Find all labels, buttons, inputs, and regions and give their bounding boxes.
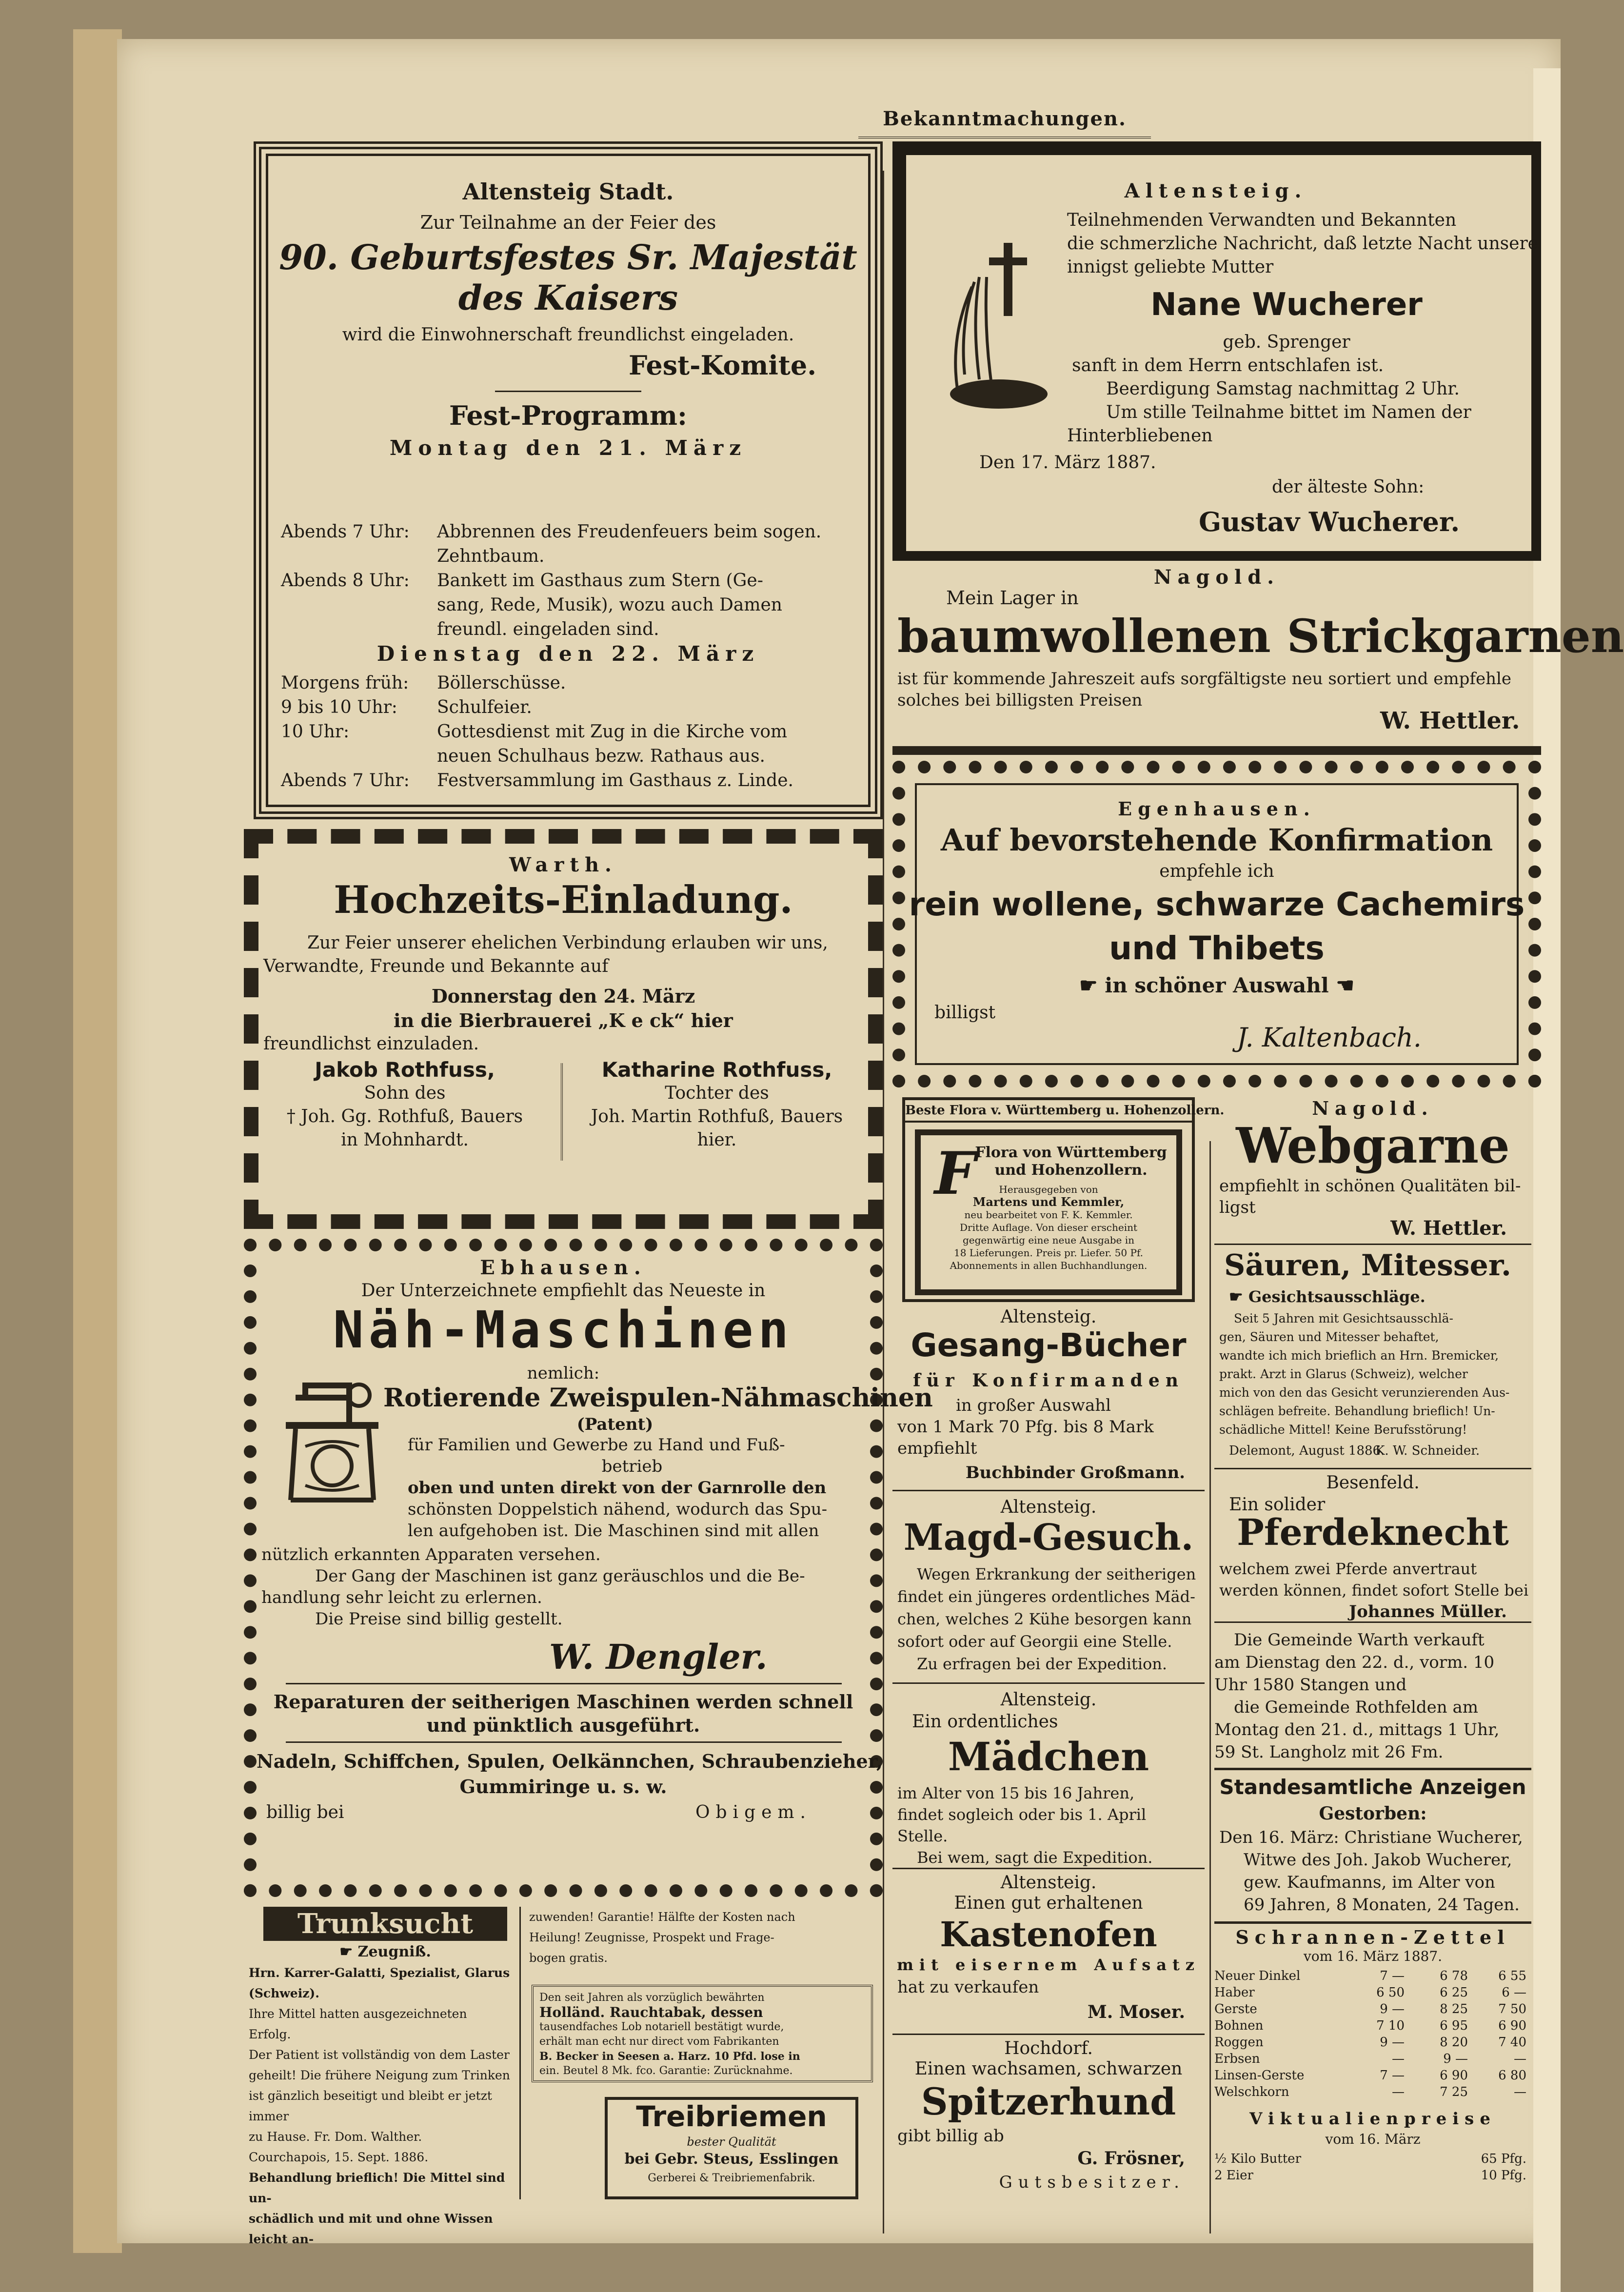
ad-rule [1214,1244,1531,1245]
obituary-date: Den 17. März 1887. [979,453,1156,473]
ad-text: Wegen Erkrankung der seitherigen findet ein jüngeres ordentliches Mäd- chen, welches 2 Kühe besorgen kann sofort oder auf Georgii eine Stelle. Zu erfragen bei der Expedition. [897,1565,1196,1673]
ad-place: Warth. [509,853,617,876]
ad-magd-gesuch [892,1497,1205,1682]
ad-headline: 90. Geburtsfestes Sr. Majestät [279,237,857,277]
ad-flora [902,1097,1225,1302]
ad-rule [1214,1921,1531,1924]
ad-text: Ein ordentliches [912,1712,1058,1732]
ad-headline: Treibriemen [636,2100,827,2133]
ad-text-cont: zuwenden! Garantie! Hälfte der Kosten nach Heilung! Zeugnisse, Prospekt und Frage- bogen gratis. [529,1910,795,1965]
ad-text: Zur Feier unserer ehelichen Verbindung erlauben wir uns, Verwandte, Freunde und Bekannte auf [263,933,828,976]
ad-text: gibt billig ab [897,2126,1004,2146]
ad-signature: M. Moser. [1087,2002,1185,2022]
ad-text: Der Unterzeichnete empfiehlt das Neueste in [361,1281,766,1301]
ad-headline: Webgarne [1236,1117,1510,1174]
ad-rule [1214,1621,1531,1623]
table-row: Roggen 9 — 8 20 7 40 [1214,2035,1526,2050]
ad-footer-right: Obigem. [695,1802,812,1822]
flora-frame-title: Beste Flora v. Württemberg u. Hohenzollern. [905,1103,1192,1123]
ad-headline: Auf bevorstehende Konfirmation [940,822,1493,858]
groom: Jakob Rothfuss, Sohn des † Joh. Gg. Rothfuß, Bauers in Mohnhardt. [258,1058,551,1152]
table-row: Gerste 9 — 8 25 7 50 [1214,2002,1526,2016]
ad-text: Einen wachsamen, schwarzen [914,2059,1183,2079]
ad-text: Den seit Jahren als vorzüglich bewährten Holländ. Rauchtabak, dessen tausendfaches Lob notariell bestätigt wurde, erhält man echt nur direct vom Fabrikanten B. Becker in Seesen a. Harz. 10 Pfd. lose in ein. Beutel 8 Mk. fco. Garantie: Zurücknahme. [539,1992,800,2077]
ad-place: Altensteig. [1000,1497,1097,1517]
ad-webgarne [1214,1097,1531,1248]
flora-title: Flora von Württemberg und Hohenzollern. [975,1144,1167,1179]
bride: Katharine Rothfuss, Tochter des Joh. Martin Rothfuß, Bauers hier. [571,1058,863,1152]
ad-headline: Näh-Maschinen [333,1300,793,1360]
ad-headline: Magd-Gesuch. [903,1517,1194,1559]
groom-name: Jakob Rothfuss, [315,1058,495,1082]
newspaper-page [117,39,1624,2246]
table-row: Welschkorn — 7 25 — [1214,2085,1526,2099]
flora-initial-icon: F [934,1139,976,1208]
ad-headline: Gesang-Bücher [911,1326,1187,1364]
ad-hochzeit [244,829,883,1229]
table-row: Bohnen 7 10 6 95 6 90 [1214,2018,1526,2033]
ad-place: Altensteig Stadt. [462,178,674,205]
ad-text: wird die Einwohnerschaft freundlichst eingeladen. [342,325,794,345]
ad-text: welchem zwei Pferde anvertraut werden können, findet sofort Stelle bei [1219,1560,1529,1600]
ad-divider [495,391,641,392]
column-rule-2 [1209,1141,1211,2233]
table-row: 2 Eier 10 Pfg. [1214,2168,1526,2183]
obituary-signer-label: der älteste Sohn: [1272,477,1425,497]
ad-text: im Alter von 15 bis 16 Jahren, findet sogleich oder bis 1. April Stelle. Bei wem, sagt die Expedition. [897,1784,1153,1867]
page-header: Bekanntmachungen. [883,107,1127,130]
ad-signature: G. Frösner, [1077,2148,1185,2169]
ad-divider [286,1683,842,1684]
obituary-place: Altensteig. [1124,179,1307,202]
ad-signature: Buchbinder Großmann. [965,1463,1185,1482]
ad-footer-left: billig bei [266,1802,344,1822]
table-row: Haber 6 50 6 25 6 — [1214,1985,1526,2000]
ad-sub: für Konfirmanden [913,1370,1184,1391]
wedding-venue: in die Bierbrauerei „K e ck“ hier [394,1009,733,1031]
ad-text: Ein solider [1229,1495,1326,1515]
ad-headline: Kastenofen [940,1914,1157,1955]
program-text: Bankett im Gasthaus zum Stern (Ge- sang, Rede, Musik), wozu auch Damen freundl. eingeladen sind. [437,571,782,639]
ad-text: bei Gebr. Steus, Esslingen [624,2151,839,2168]
ad-spitzerhund [892,2038,1205,2233]
ad-divider [286,1741,842,1743]
ad-parts: Nadeln, Schiffchen, Spulen, Oelkännchen, Schraubenzieher, Gummiringe u. s. w. [257,1750,883,1798]
ad-patent: (Patent) [576,1415,654,1434]
ad-place: Hochdorf. [1004,2038,1093,2058]
ad-headline: Säuren, Mitesser. [1224,1248,1511,1283]
ad-rule [892,1490,1205,1491]
price-table [1214,1968,1531,2100]
ad-treibriemen [605,2097,858,2199]
ad-rule [1214,1468,1531,1469]
ad-place: Besenfeld. [1326,1473,1420,1493]
ad-headline: Spitzerhund [921,2080,1176,2123]
program-time: Abends 8 Uhr: [281,571,410,591]
ad-headline: baumwollenen Strickgarnen [897,610,1624,663]
ornament-bar [892,746,1541,755]
ad-headline: Hochzeits-Einladung. [334,878,793,922]
ad-rule [892,2034,1205,2035]
ad-kaiser-geburtsfest [254,141,883,819]
ad-rule [1214,1768,1531,1770]
flora-text: Herausgegeben von Martens und Kemmler, neu bearbeitet von F. K. Kemmler. Dritte Auflage. Von dieser erscheint gegenwärtig eine neue Ausgabe in 18 Lieferungen. Preis pr. Liefer. 50 Pf. Abonnements in allen Buchhandlungen. [950,1184,1148,1271]
ad-date: Delemont, August 1886. [1229,1443,1385,1458]
obituary-text-2: geb. Sprenger sanft in dem Herrn entschlafen ist. Beerdigung Samstag nachmittag 2 Uhr. Um stille Teilnahme bittet im Namen der Hinterbliebenen [1067,332,1471,446]
ad-holzverkauf: Die Gemeinde Warth verkauft am Dienstag den 22. d., vorm. 10 Uhr 1580 Stangen und die Gemeinde Rothfelden am Montag den 21. d., mittags 1 Uhr, 59 St. Langholz mit 26 Fm. [1214,1630,1500,1762]
ad-text: Den 16. März: Christiane Wucherer, Witwe des Joh. Jakob Wucherer, gew. Kaufmanns, im Alter von 69 Jahren, 8 Monaten, 24 Tagen. [1219,1828,1523,1915]
ad-text-block: für Familien und Gewerbe zu Hand und Fuß- betrieb oben und unten direkt von der Garnrolle den schönsten Doppelstich nähend, wodurch das Spu- len aufgehoben ist. Die Maschinen sind mit allen [408,1435,828,1541]
program-day-2: Dienstag den 22. März [376,642,760,666]
ad-rule [892,1682,1205,1684]
pointing-hand-right-icon: ☛ [339,1943,358,1960]
column-rule-1 [883,171,884,2233]
ad-signer: K. W. Schneider. [1375,1443,1480,1458]
table-row: Erbsen — 9 — — [1214,2052,1526,2066]
ad-title: Schrannen-Zettel [1235,1926,1510,1948]
ad-text: in großer Auswahl von 1 Mark 70 Pfg. bis 8 Mark empfiehlt [897,1396,1154,1458]
ad-text: Seit 5 Jahren mit Gesichtsausschlä- gen, Säuren und Mitesser behaftet, wandte ich mich brieflich an Hrn. Bremicker, prakt. Arzt in Glarus (Schweiz), welcher mich von den das Gesicht verunzierenden Aus- schlägen befreite. Behandlung brieflich! Un- schädliche Mittel! Keine Berufsstörung! [1219,1311,1510,1437]
pointing-hand-right-icon: ☛ [1229,1287,1248,1306]
ad-place: Altensteig. [1000,1873,1097,1893]
ad-konfirmation-kaltenbach [892,761,1541,1087]
ad-sub: mit eisernem Aufsatz [897,1956,1200,1974]
table-row: Neuer Dinkel 7 — 6 78 6 55 [1214,1969,1526,1983]
ad-signature: W. Hettler. [1390,1217,1507,1240]
book-binding [73,29,122,2253]
pointing-hand-right-icon: ☛ [1079,973,1105,997]
ad-text-bold: ☛ in schöner Auswahl ☚ [1079,973,1355,997]
table-row: Linsen-Gerste 7 — 6 90 6 80 [1214,2068,1526,2083]
ad-rule [892,1868,1205,1869]
ad-schrannen-zettel [1214,1926,1531,2238]
ad-sub: Gestorben: [1319,1803,1427,1824]
ad-title: Standesamtliche Anzeigen [1219,1775,1526,1799]
cross-willow-icon [945,238,1052,414]
ad-pferdeknecht [1214,1473,1531,1619]
ad-naehmaschinen [244,1239,933,1897]
ad-place: Egenhausen. [1118,798,1316,820]
ad-signature: W. Hettler. [1380,707,1520,734]
obituary-text: Teilnehmenden Verwandten und Bekannten die schmerzliche Nachricht, daß letzte Nacht unsere innigst geliebte Mutter [1067,210,1538,277]
ad-sub: Viktualienpreise [1249,2109,1496,2129]
ad-sub: ☛ Gesichtsausschläge. [1229,1287,1426,1306]
obituary-name: Nane Wucherer [1150,287,1423,323]
ad-sub: ☛ Zeugniß. [339,1943,431,1960]
ad-signature: Fest-Komite. [628,350,816,381]
ad-saeuren-mitesser [1214,1248,1531,1468]
ad-maedchen [892,1690,1205,1865]
ad-text: billigst [934,1003,996,1023]
ad-place: Altensteig. [1000,1690,1097,1710]
obituary-inner [904,153,1538,553]
ad-text: freundlichst einzuladen. [263,1034,479,1054]
ad-text: hat zu verkaufen [897,1977,1039,1997]
obituary-signer: Gustav Wucherer. [1199,506,1460,537]
ad-standesamt [1214,1775,1531,1921]
ad-gesangbuecher [892,1307,1205,1487]
ad-rauchtabak [532,1985,873,2082]
ad-signature: Johannes Müller. [1348,1602,1507,1621]
ad-text: empfehle ich [1159,861,1274,881]
ad-headline: Trunksucht [263,1907,507,1941]
ad-strickgarne [892,566,1624,746]
ad-sub: bester Qualität [687,2135,776,2149]
ad-signature: J. Kaltenbach. [1237,1022,1422,1053]
ad-kastenofen [892,1873,1205,2029]
program-day-1-items [281,520,852,642]
sewing-machine-icon [276,1378,388,1505]
bride-name: Katharine Rothfuss, [601,1058,832,1082]
header-rule [858,137,1151,138]
ad-headline: Mädchen [948,1734,1149,1779]
wedding-date: Donnerstag den 24. März [431,985,695,1007]
ad-text: Hrn. Karrer-Galatti, Spezialist, Glarus (Schweiz). Ihre Mittel hatten ausgezeichneten Erfolg. Der Patient ist vollständig von dem Laster geheilt! Die frühere Neigung zum Trinken ist gänzlich beseitigt und bleibt er jetzt immer zu Hause. Fr. Dom. Walther. Courchapois, 15. Sept. 1886. Behandlung brieflich! Die Mittel sind un- schädlich und mit und ohne Wissen leicht an- [249,1966,510,2246]
program-text: Abbrennen des Freudenfeuers beim sogen. Zehntbaum. [437,522,822,566]
ad-headline: Pferdeknecht [1237,1512,1509,1554]
program-title: Fest-Programm: [449,400,687,431]
ad-text: ist für kommende Jahreszeit aufs sorgfältigste neu sortiert und empfehle solches bei billigsten Preisen [897,669,1511,710]
ad-headline-3: und Thibets [1109,929,1325,967]
ad-date: vom 16. März 1887. [1303,1948,1443,1964]
pointing-hand-left-icon: ☚ [1328,973,1355,997]
ad-role: Gutsbesitzer. [999,2173,1185,2192]
ad-place: Altensteig. [1000,1307,1097,1327]
ad-text-block-2: nützlich erkannten Apparaten versehen. Der Gang der Maschinen ist ganz geräuschlos und die Be- handlung sehr leicht zu erlernen. Die Preise sind billig gestellt. [261,1545,805,1629]
ad-headline-2: Rotierende Zweispulen-Nähmaschinen [383,1383,933,1413]
ad-signature: W. Dengler. [549,1637,768,1677]
ad-text-2: Gerberei & Treibriemenfabrik. [648,2172,815,2184]
column-rule [519,1907,521,2199]
program-day-2-items: Morgens früh: Böllerschüsse. 9 bis 10 Uhr: Schulfeier. 10 Uhr: Gottesdienst mit Zug in die Kirche vom neuen Schulhaus bezw. Rathaus aus. Abends 7 Uhr: Festversammlung im Gasthaus z. Linde. [281,673,793,790]
ad-text: empfiehlt in schönen Qualitäten bil- ligst [1219,1176,1521,1217]
program-day-1: Montag den 21. März [389,436,747,460]
ad-text: Zur Teilnahme an der Feier des [420,212,716,233]
ad-sub-date: vom 16. März [1325,2131,1421,2147]
groom-bride-divider [561,1063,563,1161]
ad-text: nemlich: [527,1363,600,1383]
ad-repair: Reparaturen der seitherigen Maschinen werden schnell und pünktlich ausgeführt. [273,1691,853,1736]
ad-text: Einen gut erhaltenen [954,1893,1143,1913]
ad-place: Nagold. [1153,566,1280,589]
ad-text: Mein Lager in [946,587,1079,609]
ad-place: Nagold. [1312,1097,1434,1119]
ad-headline: des Kaisers [458,277,678,318]
table-row: ½ Kilo Butter 65 Pfg. [1214,2152,1526,2166]
victual-prices [1214,2151,1526,2184]
ad-obituary [892,141,1541,561]
ad-place: Ebhausen. [480,1256,647,1279]
ad-headline-2: rein wollene, schwarze Cachemirs [909,886,1525,923]
program-time: Abends 7 Uhr: [281,522,410,542]
